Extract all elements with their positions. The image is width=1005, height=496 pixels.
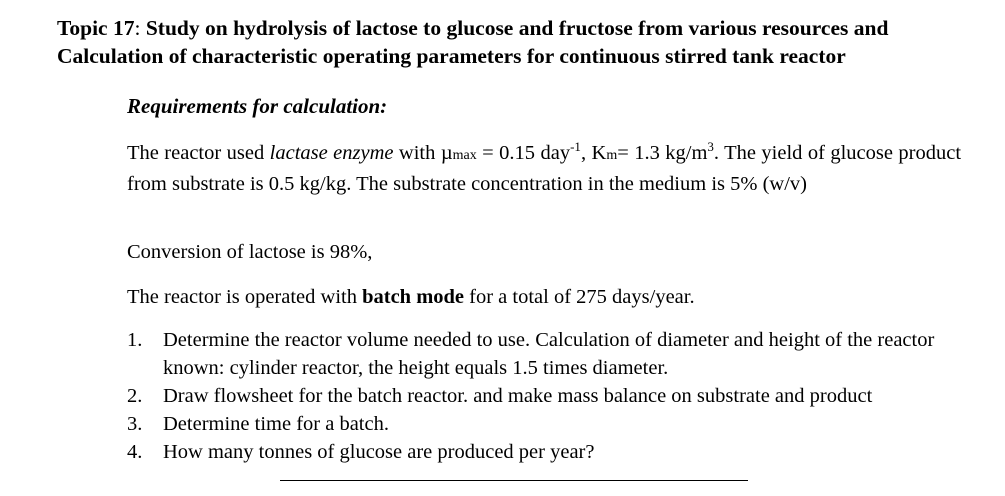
topic-title: [57, 14, 987, 70]
km-subscript: m: [606, 148, 618, 163]
task-item: [127, 438, 967, 466]
enzyme-name: lactase enzyme: [269, 142, 394, 164]
parameters-paragraph: [127, 139, 961, 198]
task-number: 3.: [127, 413, 143, 435]
task-number: 2.: [127, 385, 143, 407]
conversion-paragraph: Conversion of lactose is 98%,: [127, 241, 373, 263]
task-list: [127, 326, 967, 466]
topic-label: Topic 17: [57, 16, 135, 40]
p1-text-5: = 1.3 kg/m: [617, 142, 708, 164]
p1-text-3: = 0.15 day: [476, 142, 571, 164]
mu-max-subscript: max: [452, 148, 477, 163]
topic-text: Study on hydrolysis of lactose to glucose and fructose from various resources and Calculation of characteristic operating parameters for continuous stirred tank reactor: [57, 16, 889, 68]
operation-paragraph: [127, 283, 961, 311]
p3-text-2: for a total of 275 days/year.: [464, 286, 695, 308]
bottom-divider: [280, 480, 748, 481]
mu-symbol: µ: [440, 142, 453, 164]
requirements-heading: Requirements for calculation:: [127, 94, 388, 118]
task-item: [127, 410, 967, 438]
task-item: [127, 326, 967, 382]
task-text: How many tonnes of glucose are produced per year?: [163, 441, 595, 463]
batch-mode-text: batch mode: [362, 286, 465, 308]
day-exponent: -1: [570, 139, 581, 154]
p1-text-6: . The yield of glucose product from substrate is 0.5 kg/kg. The substrate concentration in the medium is 5% (w/v): [127, 142, 962, 195]
task-number: 1.: [127, 329, 143, 351]
p3-text-1: The reactor is operated with: [127, 286, 363, 308]
task-text: Determine the reactor volume needed to use. Calculation of diameter and height of the reactor known: cylinder reactor, the height equals 1.5 times diameter.: [163, 329, 935, 379]
p1-text-1: The reactor used: [127, 142, 270, 164]
task-number: 4.: [127, 441, 143, 463]
p1-text-2: with: [393, 142, 441, 164]
task-text: Determine time for a batch.: [163, 413, 389, 435]
p1-text-4: , K: [580, 142, 607, 164]
topic-colon: :: [134, 16, 141, 40]
m3-exponent: 3: [707, 139, 714, 154]
task-text: Draw flowsheet for the batch reactor. and make mass balance on substrate and product: [163, 385, 873, 407]
task-item: [127, 382, 967, 410]
